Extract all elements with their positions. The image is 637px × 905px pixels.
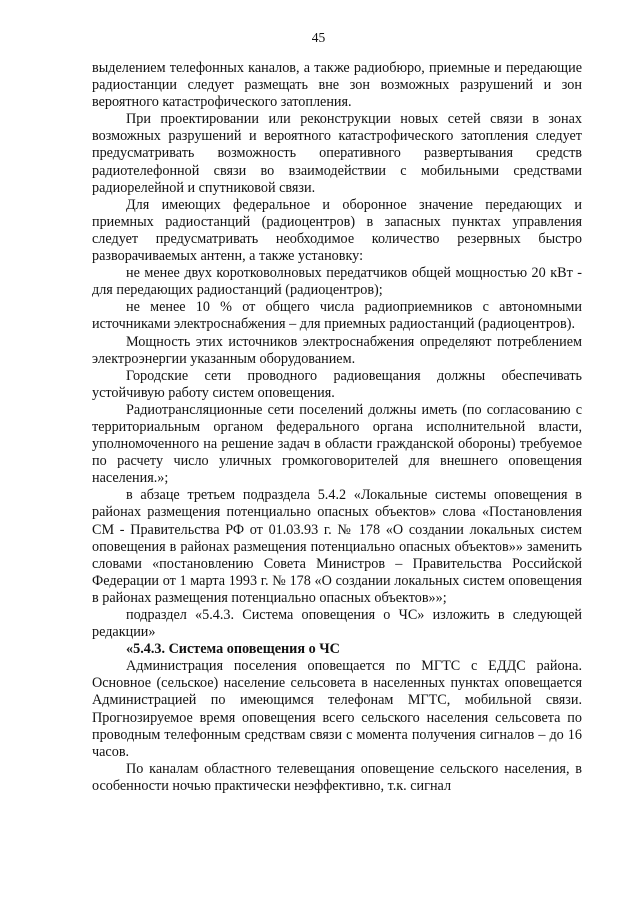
paragraph: Радиотрансляционные сети поселений должны иметь (по согласованию с территориальным органом федерального органа исполнительной власти, уполномоченного на решение задач в области гражданской обороны) требуемое по расчету число уличных громкоговорителей для внешнего оповещения населения.»;	[92, 401, 582, 487]
paragraph: не менее двух коротковолновых передатчиков общей мощностью 20 кВт - для передающих радиостанций (радиоцентров);	[92, 265, 582, 299]
paragraph: Мощность этих источников электроснабжения определяют потреблением электроэнергии указанным оборудованием.	[92, 333, 582, 367]
paragraph: Городские сети проводного радиовещания должны обеспечивать устойчивую работу систем оповещения.	[92, 367, 582, 401]
paragraph: При проектировании или реконструкции новых сетей связи в зонах возможных разрушений и вероятного катастрофического затопления следует предусматривать возможность оперативного развертывания средств радиотелефонной связи во взаимодействии с мобильными средствами радиорелейной и спутниковой связи.	[92, 111, 582, 196]
paragraph: Администрация поселения оповещается по МГТС с ЕДДС района. Основное (сельское) население сельсовета в населенных пунктах оповещается Администрацией по имеющимся телефонам МГТС, мобильной связи. Прогнозируемое время оповещения всего сельского населения сельсовета по проводным телефонным средствам связи с момента получения сигналов – до 16 часов.	[92, 658, 582, 760]
section-heading: «5.4.3. Система оповещения о ЧС	[126, 641, 340, 658]
document-body	[92, 60, 582, 795]
paragraph: Для имеющих федеральное и оборонное значение передающих и приемных радиостанций (радиоцентров) в запасных пунктах управления следует предусматривать необходимое количество резервных быстро разворачиваемых антенн, а также установку:	[92, 196, 582, 265]
paragraph: По каналам областного телевещания оповещение сельского населения, в особенности ночью практически неэффективно, т.к. сигнал	[92, 760, 582, 794]
paragraph: подраздел «5.4.3. Система оповещения о ЧС» изложить в следующей редакции»	[92, 607, 582, 641]
paragraph: в абзаце третьем подраздела 5.4.2 «Локальные системы оповещения в районах размещения потенциально опасных объектов» слова «Постановления СМ - Правительства РФ от 01.03.93 г. № 178 «О создании локальных систем оповещения в районах размещения потенциально опасных объектов»» заменить словами «постановлению Совета Министров – Правительства Российской Федерации от 1 марта 1993 г. № 178 «О создании локальных систем оповещения в районах размещения потенциально опасных объектов»»;	[92, 487, 582, 606]
paragraph: выделением телефонных каналов, а также радиобюро, приемные и передающие радиостанции следует размещать вне зон возможных разрушений и зон вероятного катастрофического затопления.	[92, 60, 582, 111]
page-number: 45	[311, 30, 326, 45]
paragraph: не менее 10 % от общего числа радиоприемников с автономными источниками электроснабжения – для приемных радиостанций (радиоцентров).	[92, 299, 582, 333]
